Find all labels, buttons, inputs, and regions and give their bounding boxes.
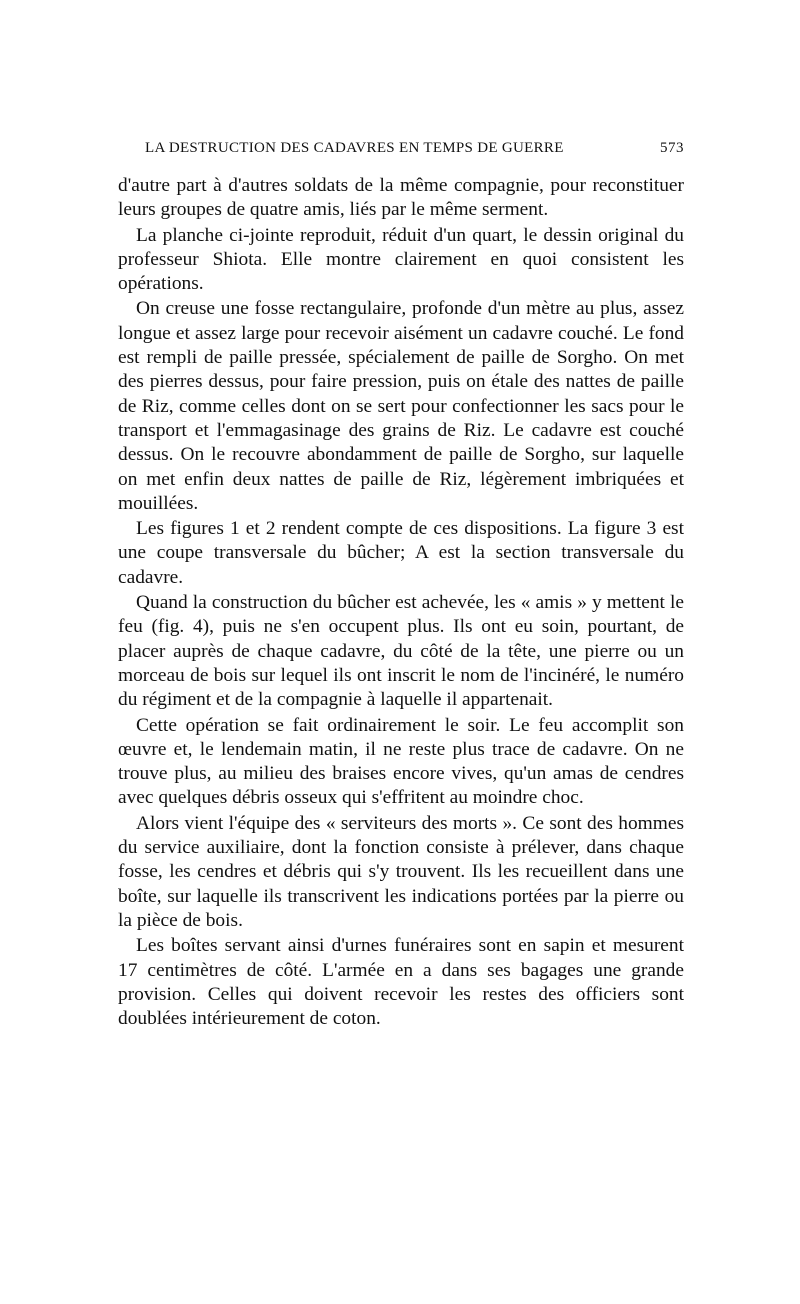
paragraph-funeral-urns: Les boîtes servant ainsi d'urnes funéraires sont en sapin et mesurent 17 centimètres de côté. L'armée en a dans ses bagages une grande provision. Celles qui doivent recevoir les restes des officiers sont doublées intérieurement de coton. <box>118 935 684 1030</box>
running-header <box>118 140 684 174</box>
book-page <box>118 140 684 1031</box>
paragraph-pyre-lighting: Quand la construction du bûcher est achevée, les « amis » y mettent le feu (fig. 4), puis ne s'en occupent plus. Ils ont eu soin, pourtant, de placer auprès de chaque cadavre, du côté de la tête, une pierre ou un morceau de bois sur lequel ils ont inscrit le nom de l'incinéré, le numéro du régiment et de la compagnie à laquelle il appartenait. <box>118 592 684 711</box>
paragraph-cremation: Cette opération se fait ordinairement le soir. Le feu accomplit son œuvre et, le lendemain matin, il ne reste plus trace de cadavre. On ne trouve plus, au milieu des braises encore vives, qu'un amas de cendres avec quelques débris osseux qui s'effritent au moindre choc. <box>118 714 684 809</box>
running-title: LA DESTRUCTION DES CADAVRES EN TEMPS DE GUERRE <box>145 140 564 156</box>
paragraph-plate-description: La planche ci-jointe reproduit, réduit d'un quart, le dessin original du professeur Shiota. Elle montre clairement en quoi consistent les opérations. <box>118 224 684 295</box>
page-number: 573 <box>660 140 684 156</box>
paragraph-figures: Les figures 1 et 2 rendent compte de ces dispositions. La figure 3 est une coupe transversale du bûcher; A est la section transversale du cadavre. <box>118 518 684 588</box>
paragraph-servants-of-the-dead: Alors vient l'équipe des « serviteurs des morts ». Ce sont des hommes du service auxiliaire, dont la fonction consiste à prélever, dans chaque fosse, les cendres et débris qui s'y trouvent. Ils les recueillent dans une boîte, sur laquelle ils transcrivent les indications portées par la pierre ou la pièce de bois. <box>118 812 684 931</box>
paragraph-continuation: d'autre part à d'autres soldats de la même compagnie, pour reconstituer leurs groupes de quatre amis, liés par le même serment. <box>118 175 684 221</box>
paragraph-pit-construction: On creuse une fosse rectangulaire, profonde d'un mètre au plus, assez longue et assez large pour recevoir aisément un cadavre couché. Le fond est rempli de paille pressée, spécialement de paille de Sorgho. On met des pierres dessus, pour faire pression, puis on étale des nattes de paille de Riz, comme celles dont on se sert pour confectionner les sacs pour le transport et l'emmagasinage des grains de Riz. Le cadavre est couché dessus. On le recouvre abondamment de paille de Sorgho, sur laquelle on met enfin deux nattes de paille de Riz, légèrement imbriquées et mouillées. <box>118 298 684 514</box>
body-text <box>118 174 684 1031</box>
